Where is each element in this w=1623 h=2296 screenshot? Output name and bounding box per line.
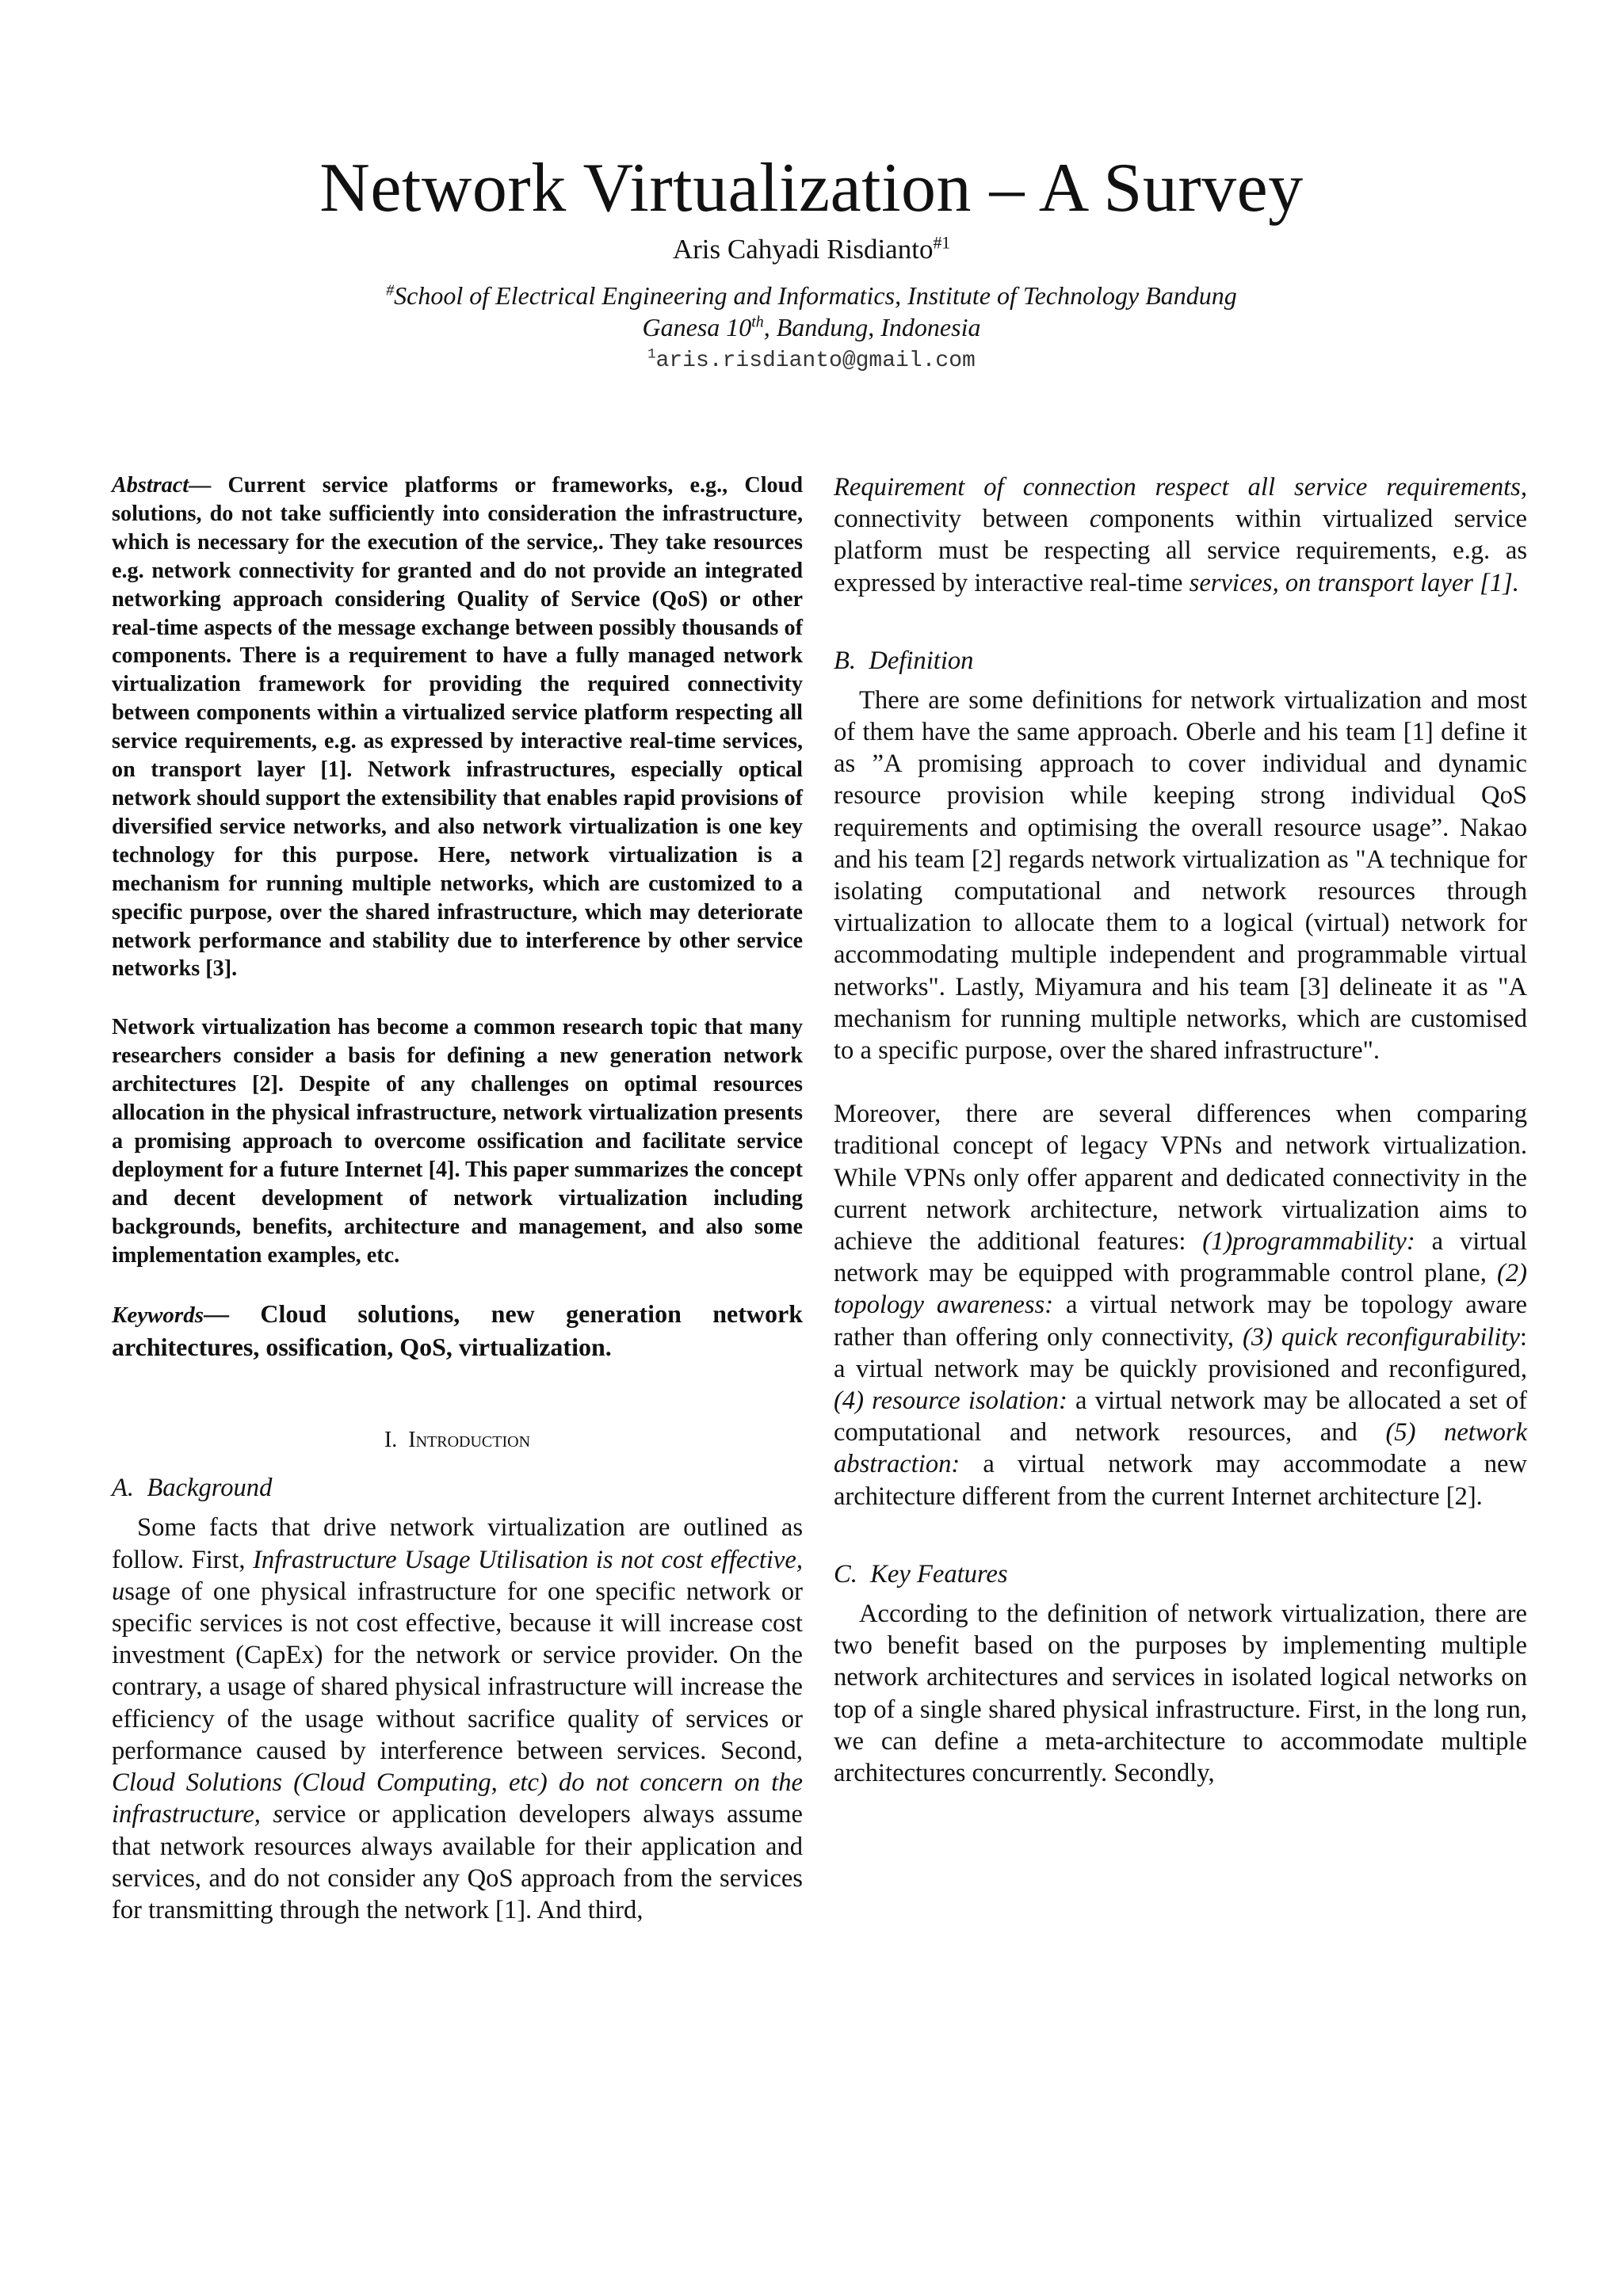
abstract-text: Current service platforms or frameworks, e.g., Cloud solutions, do not take sufficiently into consideration the infrastructure, which is necessary for the execution of the service,. They take resources e.g. network connectivity for granted and do not provide an integrated networking approach considering Quality of Service (QoS) or other real-time aspects of the message exchange between possibly thousands of components. There is a requirement to have a fully managed network virtualization framework for providing the required connectivity between components within a virtualized service platform respecting all service requirements, e.g. as expressed by interactive real-time services, on transport layer [1]. Network infrastructures, especially optical network should support the extensibility that enables rapid provisions of diversified service networks, and also network virtualization is one key technology for this purpose. Here, network virtualization is a mechanism for running multiple networks, which are customized to a specific purpose, over the shared infrastructure, which may deteriorate network performance and stability due to interference by other service networks [3]. bbox=[112, 473, 803, 982]
feature-quick-reconfigurability: (3) quick reconfigurability bbox=[1242, 1322, 1520, 1352]
author-email-line bbox=[0, 346, 1623, 376]
keywords-paragraph bbox=[112, 1298, 803, 1363]
abstract-label: Abstract bbox=[112, 473, 189, 498]
subsection-heading-background bbox=[112, 1472, 803, 1504]
address-city: , Bandung, Indonesia bbox=[763, 313, 981, 341]
affiliation-superscript: # bbox=[386, 281, 395, 299]
feature-topology-awareness: (2) topology awareness: bbox=[834, 1259, 1527, 1320]
abstract-paragraph bbox=[112, 471, 803, 983]
feature-programmability: (1)programmability: bbox=[1202, 1227, 1415, 1257]
abstract-paragraph-2: Network virtualization has become a common research topic that many researchers consider a basis for defining a new generation network architectures [2]. Despite of any challenges on optimal resources allocation in the physical infrastructure, network virtualization presents a promising approach to overcome ossification and facilitate service deployment for a future Internet [4]. This paper summarizes the concept and decent development of network virtualization including backgrounds, benefits, architecture and management, and also some implementation examples, etc. bbox=[112, 1015, 803, 1268]
definition-text-2: a virtual network may be equipped with programmable control plane, bbox=[834, 1227, 1527, 1288]
right-column bbox=[834, 471, 1527, 1789]
paper-header bbox=[0, 149, 1623, 376]
subsection-heading-key-features bbox=[834, 1558, 1527, 1590]
definition-paragraph-2 bbox=[834, 1098, 1527, 1512]
affiliation-line-2 bbox=[0, 311, 1623, 343]
section-title: Introduction bbox=[408, 1428, 531, 1453]
author-name: Aris Cahyadi Risdianto bbox=[672, 234, 934, 265]
keywords-label: Keywords bbox=[112, 1302, 204, 1329]
keywords-dash: — bbox=[204, 1299, 261, 1329]
definition-paragraph-1: There are some definitions for network virtualization and most of them have the same approach. Oberle and his team [1] define it as ”A promising approach to cover individual and dynamic resource provision while keeping strong individual QoS requirements and optimising the overall resource usage”. Nakao and his team [2] regards network virtualization as "A technique for isolating computational and network resources through virtualization to allocate them to a logical (virtual) network for accommodating multiple independent and programmable virtual networks". Lastly, Miyamura and his team [3] delineate it as "A mechanism for running multiple networks, which are customised to a specific purpose, over the shared infrastructure". bbox=[834, 685, 1527, 1066]
definition-text-3: a virtual network may be topology aware rather than offering only connectivity, bbox=[834, 1291, 1527, 1352]
subsection-title: Background bbox=[147, 1474, 273, 1503]
keywords-text: Cloud solutions, new generation network architectures, ossification, QoS, virtualization. bbox=[112, 1299, 804, 1362]
address-superscript: th bbox=[751, 313, 764, 331]
affiliation-line-1 bbox=[0, 280, 1623, 311]
subsection-letter: B. bbox=[834, 646, 857, 675]
background-text-5: omponents within virtualized service platform must be respecting all service requirements, e.g. as expressed by interactive real-time bbox=[834, 505, 1527, 597]
background-text-4: connectivity between bbox=[834, 505, 1090, 534]
author-email[interactable]: aris.risdianto@gmail.com bbox=[655, 349, 976, 373]
definition-text-4: : a virtual network may be quickly provisioned and reconfigured, bbox=[834, 1322, 1527, 1383]
definition-text-5: a virtual network may be allocated a set of computational and network resources, and bbox=[834, 1386, 1527, 1447]
subsection-letter: C. bbox=[834, 1559, 857, 1589]
left-column bbox=[112, 471, 803, 1926]
background-italic-3: Requirement of connection respect all service requirements, bbox=[834, 473, 1527, 502]
subsection-heading-definition bbox=[834, 645, 1527, 677]
subsection-letter: A. bbox=[112, 1474, 135, 1503]
background-text-3: ervice or application developers always assume that network resources always available for their application and services, and do not consider any QoS approach from the services for transmitting through the network [1]. And third, bbox=[112, 1800, 803, 1924]
background-paragraph-continued bbox=[834, 471, 1527, 599]
background-italic-4: c bbox=[1089, 505, 1102, 534]
definition-text-1: Moreover, there are several differences when comparing traditional concept of legacy VPNs and network virtualization. While VPNs only offer apparent and dedicated connectivity in the current network architecture, network virtualization aims to achieve the additional features: bbox=[834, 1100, 1527, 1257]
feature-network-abstraction: (5) network abstraction: bbox=[834, 1418, 1527, 1479]
section-number: I. bbox=[384, 1428, 398, 1453]
paper-title: Network Virtualization – A Survey bbox=[319, 150, 1304, 227]
background-text-2: sage of one physical infrastructure for one specific network or specific services is not cost effective, because it will increase cost investment (CapEx) for the network or service provider. On the contrary, a usage of shared physical infrastructure will increase the efficiency of the usage without sacrifice quality of services or performance caused by interference between services. Second, bbox=[112, 1577, 803, 1765]
background-italic-2: Cloud Solutions (Cloud Computing, etc) do not concern on the infrastructure, s bbox=[112, 1768, 803, 1829]
subsection-title: Key Features bbox=[870, 1559, 1008, 1589]
background-paragraph bbox=[112, 1512, 803, 1926]
feature-resource-isolation: (4) resource isolation: bbox=[834, 1386, 1067, 1416]
author-line bbox=[0, 232, 1623, 267]
author-superscript: #1 bbox=[933, 233, 951, 253]
abstract-dash: — bbox=[189, 473, 228, 498]
background-text-1: Some facts that drive network virtualization are outlined as follow. First, bbox=[112, 1513, 803, 1574]
key-features-paragraph: According to the definition of network virtualization, there are two benefit based on the purposes by implementing multiple network architectures and services in isolated logical networks on top of a single shared physical infrastructure. First, in the long run, we can define a meta-architecture to accommodate multiple architectures concurrently. Secondly, bbox=[834, 1599, 1527, 1787]
definition-text-6: a virtual network may accommodate a new architecture different from the current Internet architecture [2]. bbox=[834, 1450, 1527, 1511]
email-superscript: 1 bbox=[647, 347, 656, 363]
subsection-title: Definition bbox=[869, 646, 974, 675]
address-street: Ganesa 10 bbox=[642, 313, 752, 341]
section-heading-introduction bbox=[112, 1426, 803, 1455]
background-italic-1: Infrastructure Usage Utilisation is not cost effective, u bbox=[112, 1545, 803, 1606]
background-italic-5: services, on transport layer [1]. bbox=[1189, 568, 1519, 597]
affiliation-name: School of Electrical Engineering and Informatics, Institute of Technology Bandung bbox=[394, 281, 1237, 310]
